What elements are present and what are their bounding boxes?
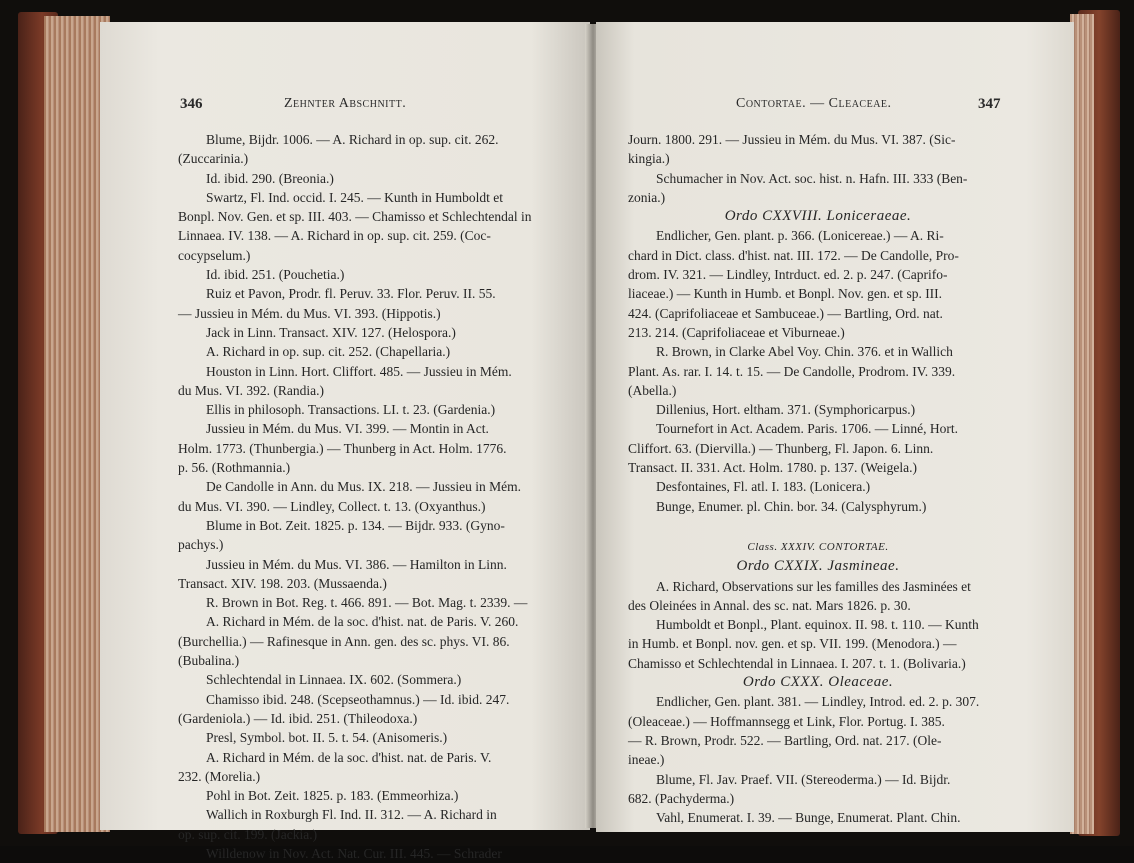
page-number-right: 347 <box>978 96 1001 112</box>
text-line: liaceae.) — Kunth in Humb. et Bonpl. Nov. gen. et sp. III. <box>628 286 943 302</box>
text-line: Swartz, Fl. Ind. occid. I. 245. — Kunth in Humboldt et <box>206 189 503 205</box>
text-line: (Oleaceae.) — Hoffmannsegg et Link, Flor. Portug. I. 385. <box>628 713 945 729</box>
text-line: chard in Dict. class. d'hist. nat. III. 172. — De Candolle, Pro- <box>628 247 959 263</box>
text-line: Jack in Linn. Transact. XIV. 127. (Helospora.) <box>206 324 456 340</box>
text-line: ineae.) <box>628 752 665 768</box>
text-line: Transact. II. 331. Act. Holm. 1780. p. 137. (Weigela.) <box>628 460 917 476</box>
text-line: Jussieu in Mém. du Mus. VI. 399. — Montin in Act. <box>206 421 489 437</box>
text-line: A. Richard in Mém. de la soc. d'hist. nat. de Paris. V. <box>206 749 492 765</box>
text-line: zonia.) <box>628 189 666 205</box>
text-line: Chamisso ibid. 248. (Scepseothamnus.) — Id. ibid. 247. <box>206 691 510 707</box>
text-line: op. sup. cit. 199. (Jackia.) <box>178 826 318 842</box>
text-line: Ruiz et Pavon, Prodr. fl. Peruv. 33. Flor. Peruv. II. 55. <box>206 286 496 302</box>
text-line: De Candolle in Ann. du Mus. IX. 218. — Jussieu in Mém. <box>206 479 521 495</box>
text-line: A. Richard in Mém. de la soc. d'hist. nat. de Paris. V. 260. <box>206 614 519 630</box>
text-line: 682. (Pachyderma.) <box>628 790 735 806</box>
text-line: Cliffort. 63. (Diervilla.) — Thunberg, Fl. Japon. 6. Linn. <box>628 440 934 456</box>
text-line: R. Brown in Bot. Reg. t. 466. 891. — Bot. Mag. t. 2339. — <box>206 595 528 611</box>
text-line: Plant. As. rar. I. 14. t. 15. — De Candolle, Prodrom. IV. 339. <box>628 363 956 379</box>
right-page <box>596 22 1074 832</box>
text-line: Blume in Bot. Zeit. 1825. p. 134. — Bijdr. 933. (Gyno- <box>206 517 505 533</box>
text-line: Tournefort in Act. Academ. Paris. 1706. — Linné, Hort. <box>656 421 958 437</box>
text-line: 424. (Caprifoliaceae et Sambuceae.) — Bartling, Ord. nat. <box>628 305 943 321</box>
text-line: 232. (Morelia.) <box>178 768 261 784</box>
text-line: 213. 214. (Caprifoliaceae et Viburneae.) <box>628 324 845 340</box>
text-line: des Oleinées in Annal. des sc. nat. Mars 1826. p. 30. <box>628 597 911 613</box>
text-line: (Abella.) <box>628 382 677 398</box>
text-line: du Mus. VI. 390. — Lindley, Collect. t. 13. (Oxyanthus.) <box>178 498 486 514</box>
text-line: pachys.) <box>178 537 224 553</box>
text-line: Dillenius, Hort. eltham. 371. (Symphoricarpus.) <box>656 402 916 418</box>
text-line: Bonpl. Nov. Gen. et sp. III. 403. — Chamisso et Schlechtendal in <box>178 209 532 225</box>
order-heading: Ordo CXXIX. Jasmineae. <box>736 558 900 575</box>
text-line: (Burchellia.) — Rafinesque in Ann. gen. des sc. phys. VI. 86. <box>178 633 510 649</box>
text-line: Journ. 1800. 291. — Jussieu in Mém. du Mus. VI. 387. (Sic- <box>628 132 956 147</box>
text-line: in Humb. et Bonpl. nov. gen. et sp. VII. 199. (Menodora.) — <box>628 636 957 652</box>
text-line: Endlicher, Gen. plant. p. 366. (Lonicereae.) — A. Ri- <box>656 228 944 244</box>
text-line: Willdenow in Nov. Act. Nat. Cur. III. 445. — Schrader <box>206 845 502 861</box>
running-head-left: Zehnter Abschnitt. <box>284 96 407 111</box>
text-line: Holm. 1773. (Thunbergia.) — Thunberg in Act. Holm. 1776. <box>178 440 507 456</box>
text-line: Id. ibid. 251. (Pouchetia.) <box>206 267 345 283</box>
order-heading: Ordo CXXX. Oleaceae. <box>742 674 894 691</box>
left-text-block <box>178 130 558 863</box>
text-line: Linnaea. IV. 138. — A. Richard in op. sup. cit. 259. (Coc- <box>178 228 491 244</box>
spacer <box>628 516 1008 538</box>
text-line: Schumacher in Nov. Act. soc. hist. n. Hafn. III. 333 (Ben- <box>656 170 968 186</box>
order-heading: Ordo CXXVIII. Loniceraeae. <box>724 208 912 225</box>
text-line: du Mus. VI. 392. (Randia.) <box>178 382 324 398</box>
text-line: Endlicher, Gen. plant. 381. — Lindley, Introd. ed. 2. p. 307. <box>656 694 980 710</box>
text-line: Pohl in Bot. Zeit. 1825. p. 183. (Emmeorhiza.) <box>206 788 459 804</box>
text-line: drom. IV. 321. — Lindley, Intrduct. ed. 2. p. 247. (Caprifo- <box>628 267 948 283</box>
text-line: Id. ibid. 290. (Breonia.) <box>206 170 334 186</box>
text-line: Desfontaines, Fl. atl. I. 183. (Lonicera.) <box>656 479 871 495</box>
text-line: Schlechtendal in Linnaea. IX. 602. (Sommera.) <box>206 672 462 688</box>
text-line: Jussieu in Mém. du Mus. VI. 386. — Hamilton in Linn. <box>206 556 507 572</box>
text-line: Humboldt et Bonpl., Plant. equinox. II. 98. t. 110. — Kunth <box>656 617 979 633</box>
text-line: cocypselum.) <box>178 247 251 263</box>
text-line: Blume, Bijdr. 1006. — A. Richard in op. sup. cit. 262. <box>206 132 499 147</box>
text-line: Blume, Fl. Jav. Praef. VII. (Stereoderma.) — Id. Bijdr. <box>656 771 951 787</box>
text-line: Presl, Symbol. bot. II. 5. t. 54. (Anisomeris.) <box>206 730 448 746</box>
text-line: — R. Brown, Prodr. 522. — Bartling, Ord. nat. 217. (Ole- <box>628 732 942 748</box>
text-line: (Bubalina.) <box>178 653 240 669</box>
left-page <box>100 22 590 861</box>
text-line: Chamisso et Schlechtendal in Linnaea. I. 207. t. 1. (Bolivaria.) <box>628 655 966 671</box>
running-head-right: Contortae. — Cleaceae. <box>736 96 892 111</box>
text-line: p. 56. (Rothmannia.) <box>178 460 291 476</box>
text-line: Transact. XIV. 198. 203. (Mussaenda.) <box>178 575 387 591</box>
text-line: Wallich in Roxburgh Fl. Ind. II. 312. — A. Richard in <box>206 807 497 823</box>
text-line: (Gardeniola.) — Id. ibid. 251. (Thileodoxa.) <box>178 710 418 726</box>
text-line: Vahl, Enumerat. I. 39. — Bunge, Enumerat. Plant. Chin. <box>656 810 961 826</box>
right-text-block <box>628 130 1008 827</box>
text-line: (Zuccarinia.) <box>178 151 249 167</box>
text-line: kingia.) <box>628 151 670 167</box>
text-line: — Jussieu in Mém. du Mus. VI. 393. (Hippotis.) <box>178 305 441 321</box>
page-number-left: 346 <box>180 96 203 112</box>
text-line: R. Brown, in Clarke Abel Voy. Chin. 376. et in Wallich <box>656 344 953 360</box>
text-line: A. Richard, Observations sur les familles des Jasminées et <box>656 578 971 594</box>
text-line: Houston in Linn. Hort. Cliffort. 485. — Jussieu in Mém. <box>206 363 512 379</box>
text-line: A. Richard in op. sup. cit. 252. (Chapellaria.) <box>206 344 451 360</box>
text-line: Ellis in philosoph. Transactions. LI. t. 23. (Gardenia.) <box>206 402 496 418</box>
text-line: Bunge, Enumer. pl. Chin. bor. 34. (Calysphyrum.) <box>656 498 927 514</box>
class-heading: Class. XXXIV. CONTORTAE. <box>747 540 889 553</box>
